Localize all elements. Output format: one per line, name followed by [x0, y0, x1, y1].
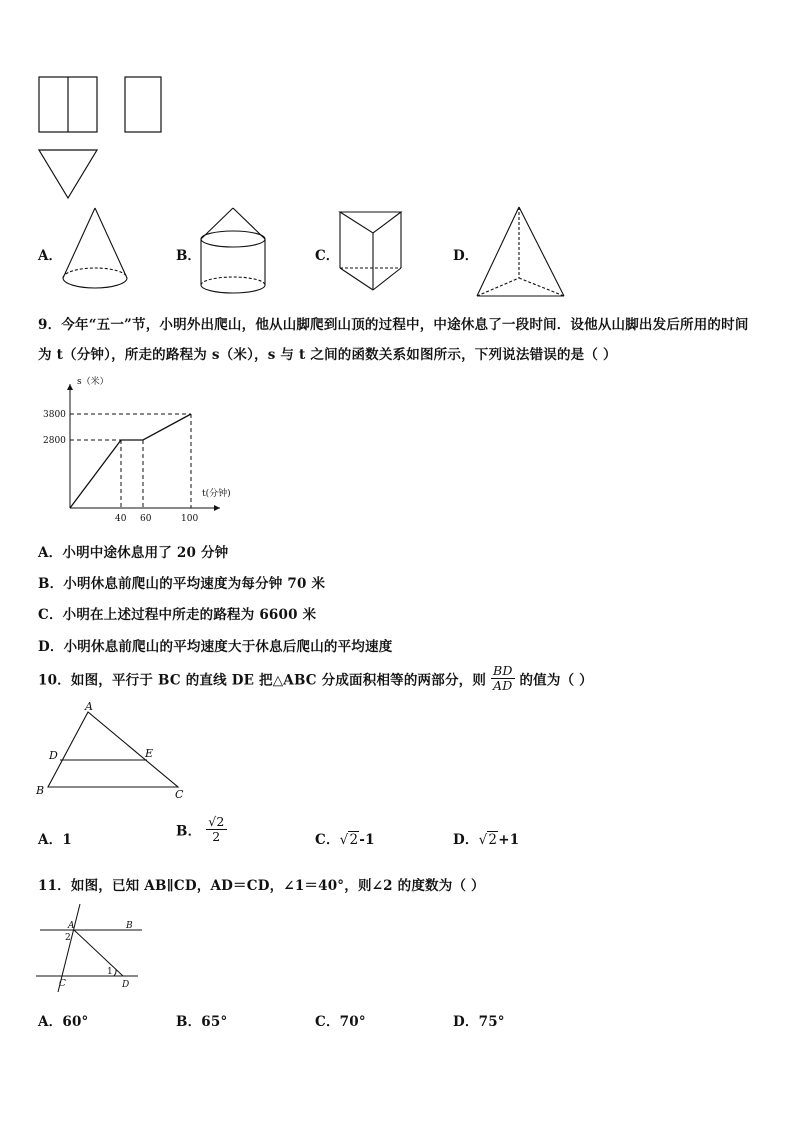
q9-option-d[interactable]: D．小明休息前爬山的平均速度大于休息后爬山的平均速度	[38, 639, 393, 655]
label-c: C	[175, 788, 184, 801]
distance-line	[70, 414, 191, 508]
x-tick-60: 60	[140, 514, 152, 524]
q9-distance-time-graph	[30, 370, 245, 530]
q9-option-a[interactable]: A．小明中途休息用了 20 分钟	[38, 545, 229, 561]
label-b: B	[126, 921, 133, 931]
q11-stem: 11．如图，已知 AB∥CD，AD＝CD，∠1＝40°，则∠2 的度数为（ ）	[38, 878, 485, 894]
label-b: B	[36, 784, 45, 797]
x-axis-label: t(分钟)	[202, 489, 231, 499]
q10-d-sqrt: √2	[478, 832, 498, 848]
label-a: A	[85, 700, 93, 713]
triangular-prism-icon	[336, 205, 411, 300]
q11-option-d[interactable]: D．75°	[453, 1014, 505, 1030]
q10-d-tail: +1	[498, 832, 520, 848]
q9-option-c[interactable]: C．小明在上述过程中所走的路程为 6600 米	[38, 607, 317, 623]
cone-on-cylinder-icon	[196, 205, 271, 300]
q10-option-c[interactable]	[315, 828, 375, 848]
q10-option-d[interactable]	[453, 828, 519, 848]
x-tick-40: 40	[115, 514, 127, 524]
label-d: D	[49, 749, 58, 762]
q8-option-b[interactable]: B．	[176, 248, 201, 264]
tetrahedron-icon	[474, 203, 569, 303]
q10-stem-after: 的值为（ ）	[519, 672, 593, 689]
q10-b-fraction	[206, 815, 226, 844]
q10-c-tail: -1	[359, 832, 375, 848]
q10-option-a[interactable]	[38, 828, 72, 848]
y-axis-label: s（米）	[77, 377, 109, 387]
q10-frac-denominator: AD	[493, 678, 513, 693]
side-view	[125, 77, 161, 132]
q11-option-c[interactable]: C．70°	[315, 1014, 366, 1030]
q10-b-letter: B．	[176, 823, 202, 840]
q10-option-b[interactable]	[176, 815, 227, 844]
q8-option-c[interactable]: C．	[315, 248, 340, 264]
q10-c-letter: C．	[315, 832, 340, 848]
label-d: D	[122, 980, 130, 990]
label-angle-2: 2	[65, 933, 71, 943]
q9-option-b[interactable]: B．小明休息前爬山的平均速度为每分钟 70 米	[38, 576, 326, 592]
label-a: A	[68, 921, 75, 931]
q10-a-value: 1	[62, 832, 72, 848]
q9-stem-line2: 为 t（分钟），所走的路程为 s（米），s 与 t 之间的函数关系如图所示，下列说法错误的是（ ）	[38, 347, 617, 363]
q10-triangle-figure	[30, 698, 200, 803]
q10-a-letter: A．	[38, 832, 63, 848]
y-tick-2800: 2800	[43, 436, 66, 446]
q10-stem-before: 10．如图，平行于 BC 的直线 DE 把△ABC 分成面积相等的两部分，则	[38, 672, 487, 689]
three-views-figure	[30, 70, 180, 205]
q11-option-a[interactable]: A．60°	[38, 1014, 89, 1030]
q8-option-d[interactable]: D．	[453, 248, 479, 264]
q8-option-a[interactable]: A．	[38, 248, 62, 264]
q10-fraction	[491, 664, 515, 693]
q10-d-letter: D．	[453, 832, 479, 848]
q10-c-sqrt: √2	[339, 832, 359, 848]
q10-b-denominator: 2	[212, 829, 221, 844]
label-c: C	[59, 979, 66, 989]
q10-frac-numerator: BD	[492, 663, 513, 678]
y-tick-3800: 3800	[43, 410, 66, 420]
q10-stem	[38, 664, 593, 693]
cone-icon	[58, 205, 133, 300]
q11-parallel-lines-figure	[30, 900, 150, 1000]
q10-b-numerator: √2	[208, 814, 225, 829]
q9-stem-line1: 9．今年“五一”节，小明外出爬山，他从山脚爬到山顶的过程中，中途休息了一段时间．设他从山脚出发后所用的时间	[38, 317, 749, 333]
q11-option-b[interactable]: B．65°	[176, 1014, 228, 1030]
x-tick-100: 100	[181, 514, 199, 524]
top-view	[39, 150, 97, 198]
label-angle-1: 1	[107, 967, 113, 977]
label-e: E	[145, 747, 154, 760]
